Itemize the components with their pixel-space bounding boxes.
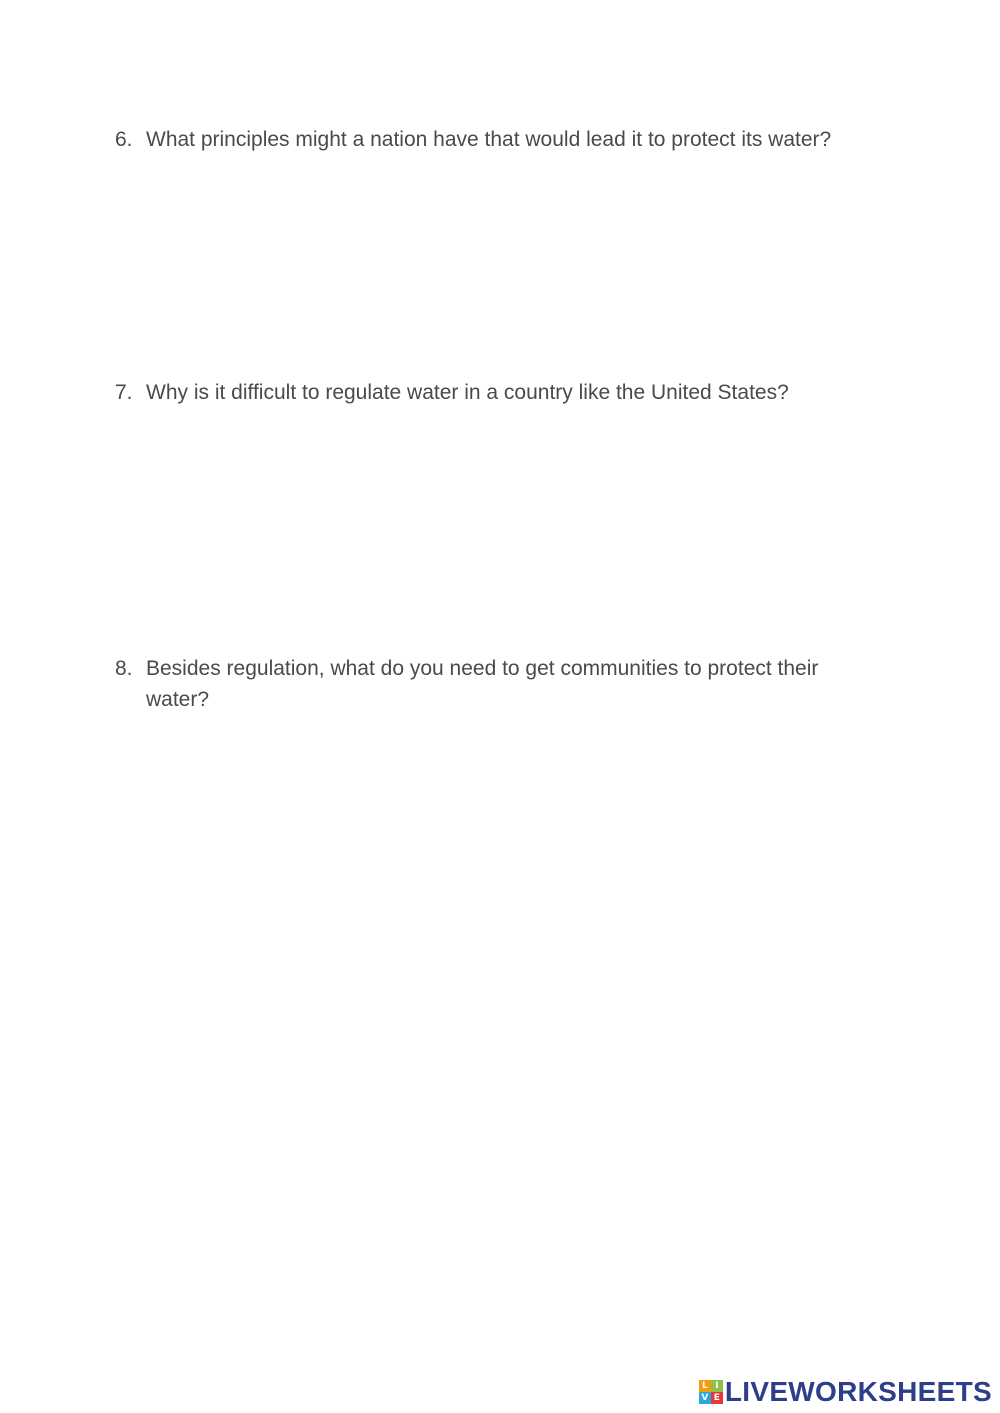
question-text: What principles might a nation have that would lead it to protect its water? — [146, 128, 832, 151]
question-8 — [115, 653, 885, 715]
liveworksheets-brand — [699, 1377, 992, 1407]
brand-name: LIVEWORKSHEETS — [724, 1376, 992, 1407]
question-number: 7. — [115, 381, 133, 404]
question-number: 8. — [115, 657, 133, 680]
question-text: Why is it difficult to regulate water in a country like the United States? — [146, 381, 789, 404]
question-number: 6. — [115, 128, 133, 151]
question-text: Besides regulation, what do you need to get communities to protect their water? — [146, 657, 819, 711]
liveworksheets-logo-icon: L I V E — [699, 1380, 723, 1404]
question-7 — [115, 377, 885, 408]
question-6 — [115, 124, 885, 155]
